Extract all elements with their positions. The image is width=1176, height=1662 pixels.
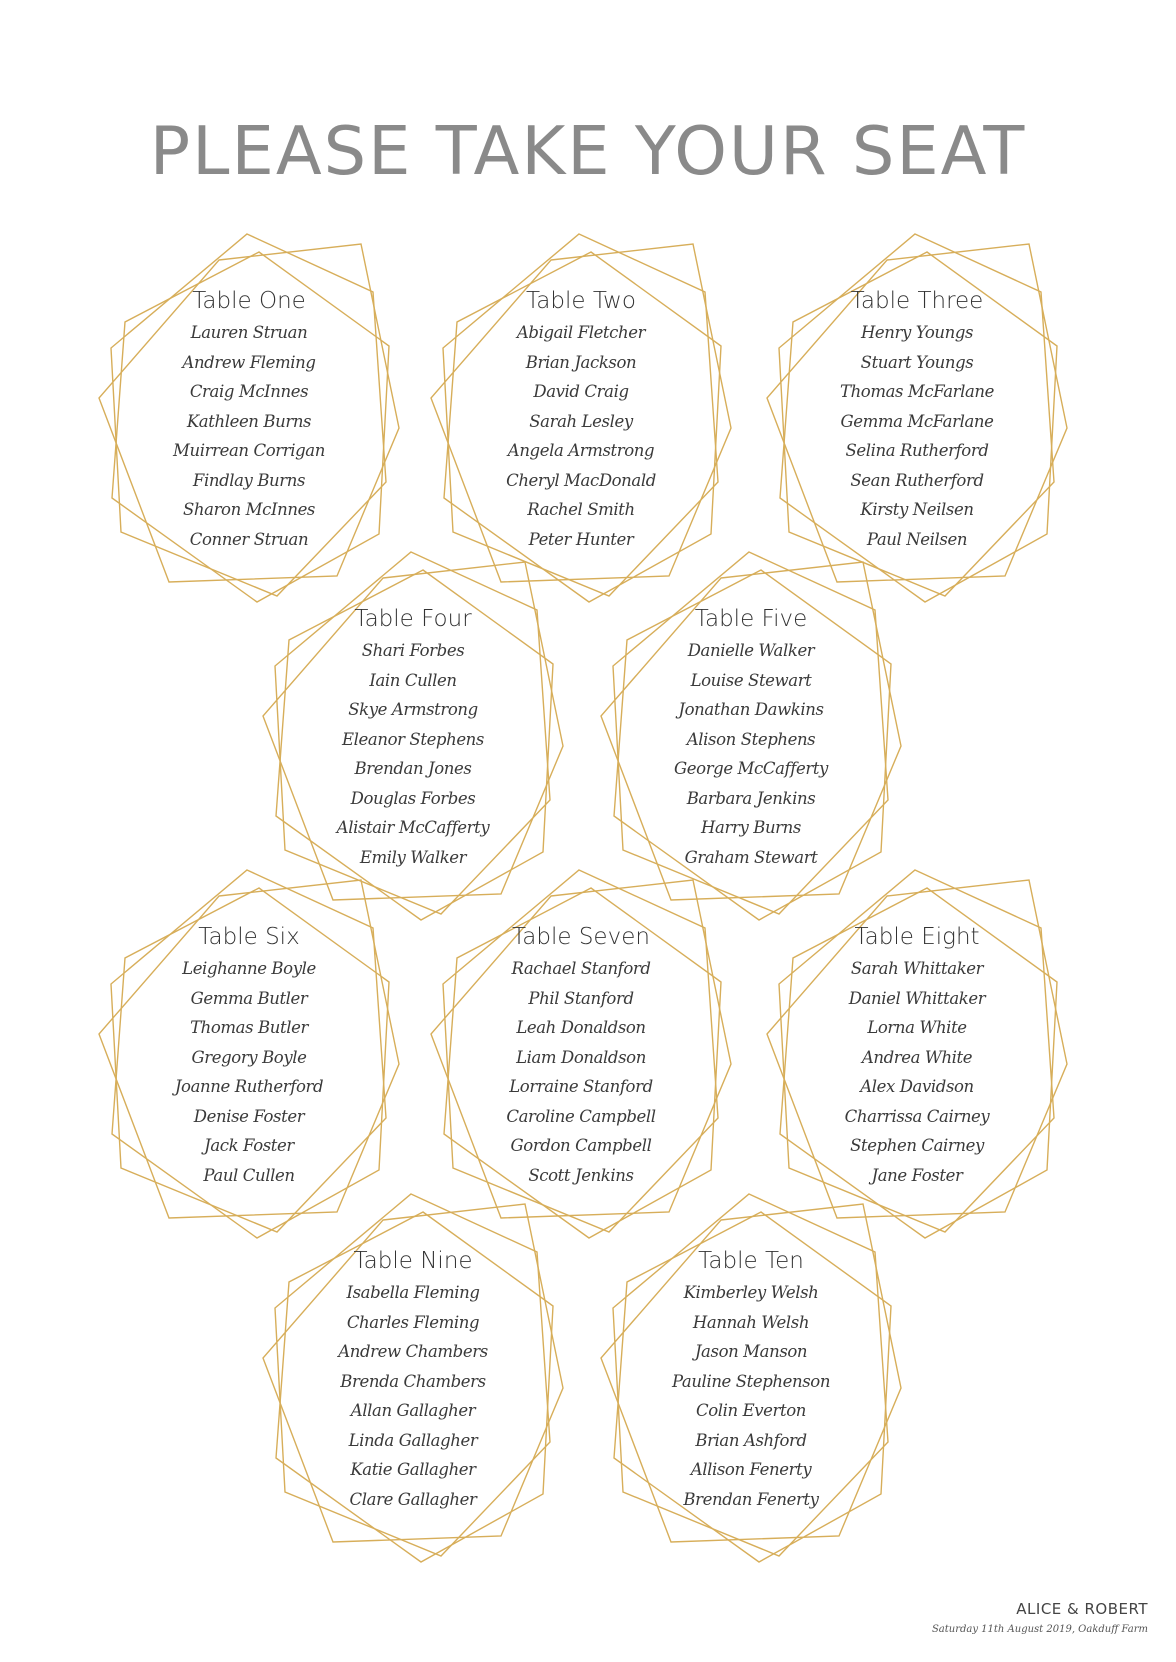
guest-name: Jane Foster [871,1165,963,1185]
guest-name: Cheryl MacDonald [506,470,656,490]
table-name: Table Four [354,606,472,632]
guest-name: Allan Gallagher [350,1401,476,1420]
guest-name: Eleanor Stephens [342,729,484,749]
guest-name: Sean Rutherford [850,470,984,490]
guest-name: Barbara Jenkins [686,788,816,808]
guest-name: Brendan Fenerty [683,1489,819,1509]
guest-name: Douglas Forbes [350,788,476,808]
guest-name: Leah Donaldson [516,1018,646,1037]
guest-name: Scott Jenkins [528,1165,634,1185]
guest-name: Danielle Walker [687,641,815,660]
guest-name: Isabella Fleming [346,1283,480,1302]
guest-list [99,954,399,1190]
table-card [263,1190,563,1570]
couple-names: ALICE & ROBERT [1016,1600,1148,1618]
guest-name: Shari Forbes [361,641,465,660]
guest-list [431,318,731,554]
guest-name: Rachel Smith [527,500,635,519]
guest-name: Abigail Fletcher [516,323,646,342]
guest-name: Colin Everton [696,1401,806,1420]
guest-name: Clare Gallagher [349,1489,477,1509]
table-card [431,866,731,1246]
guest-name: Charrissa Cairney [844,1106,990,1126]
guest-list [767,954,1067,1190]
guest-name: Rachael Stanford [511,959,651,978]
guest-name: Stephen Cairney [850,1136,984,1155]
guest-name: Phil Stanford [528,988,634,1008]
table-name: Table Six [198,924,300,950]
guest-name: George McCafferty [674,759,828,778]
table-card [99,866,399,1246]
guest-list [767,318,1067,554]
guest-name: Findlay Burns [192,470,306,490]
guest-name: Craig McInnes [189,382,309,401]
table-name: Table One [192,288,306,314]
guest-name: Sarah Whittaker [850,959,984,978]
guest-name: Muirrean Corrigan [173,441,325,460]
table-name: Table Two [526,288,636,314]
guest-name: Selina Rutherford [845,441,989,460]
guest-name: Brendan Jones [354,759,472,778]
guest-name: Andrea White [861,1047,973,1067]
guest-name: Kimberley Welsh [683,1283,819,1302]
guest-name: Thomas Butler [190,1018,308,1037]
guest-name: Gemma Butler [190,988,308,1008]
guest-list [601,1278,901,1514]
guest-name: Charles Fleming [346,1312,480,1332]
guest-name: Angela Armstrong [507,441,655,460]
guest-name: David Craig [533,382,629,401]
guest-name: Louise Stewart [690,670,812,690]
guest-name: Allison Fenerty [690,1460,812,1479]
table-name: Table Ten [698,1248,804,1274]
event-details: Saturday 11th August 2019, Oakduff Farm [931,1624,1148,1635]
guest-list [601,636,901,872]
table-name: Table Three [850,288,984,314]
guest-name: Paul Neilsen [866,529,968,549]
guest-name: Kathleen Burns [186,411,312,431]
guest-name: Joanne Rutherford [174,1077,324,1096]
guest-name: Caroline Campbell [506,1106,656,1126]
guest-name: Henry Youngs [860,323,974,342]
guest-name: Hannah Welsh [692,1312,810,1332]
table-card [767,866,1067,1246]
guest-name: Brian Ashford [695,1430,807,1450]
guest-name: Sharon McInnes [183,500,315,519]
page-title: PLEASE TAKE YOUR SEAT [149,112,1027,190]
table-name: Table Seven [512,924,650,950]
guest-name: Lorraine Stanford [509,1077,653,1096]
guest-name: Andrew Fleming [182,352,316,372]
guest-name: Emily Walker [359,847,467,867]
guest-name: Jason Manson [694,1342,808,1361]
guest-name: Stuart Youngs [860,352,974,372]
guest-name: Andrew Chambers [338,1342,488,1361]
table-name: Table Five [694,606,808,632]
guest-name: Kirsty Neilsen [860,500,974,519]
guest-name: Lauren Struan [190,323,308,342]
guest-name: Gordon Campbell [510,1136,652,1155]
guest-name: Brian Jackson [525,352,637,372]
guest-name: Iain Cullen [369,670,457,690]
guest-name: Alex Davidson [860,1077,974,1096]
guest-name: Gregory Boyle [191,1047,307,1067]
guest-name: Alison Stephens [686,729,816,749]
guest-name: Liam Donaldson [516,1047,646,1067]
guest-list [263,636,563,872]
guest-name: Katie Gallagher [350,1460,476,1479]
table-card [601,1190,901,1570]
guest-list [431,954,731,1190]
guest-name: Skye Armstrong [348,700,478,719]
table-name: Table Nine [353,1248,473,1274]
guest-name: Linda Gallagher [348,1430,478,1450]
guest-name: Thomas McFarlane [839,382,995,401]
guest-name: Alistair McCafferty [336,818,490,837]
guest-name: Leighanne Boyle [182,959,316,978]
guest-name: Graham Stewart [684,847,818,867]
guest-name: Conner Struan [189,529,309,549]
guest-list [99,318,399,554]
guest-name: Daniel Whittaker [848,988,986,1008]
guest-list [263,1278,563,1514]
guest-name: Gemma McFarlane [840,411,994,431]
guest-name: Peter Hunter [528,529,634,549]
guest-name: Brenda Chambers [340,1371,486,1391]
guest-name: Jonathan Dawkins [678,700,824,719]
guest-name: Paul Cullen [203,1165,295,1185]
guest-name: Lorna White [867,1018,967,1037]
guest-name: Harry Burns [701,818,801,837]
guest-name: Pauline Stephenson [671,1371,831,1391]
guest-name: Sarah Lesley [529,411,633,431]
guest-name: Denise Foster [193,1106,305,1126]
guest-name: Jack Foster [204,1136,294,1155]
table-name: Table Eight [854,924,980,950]
